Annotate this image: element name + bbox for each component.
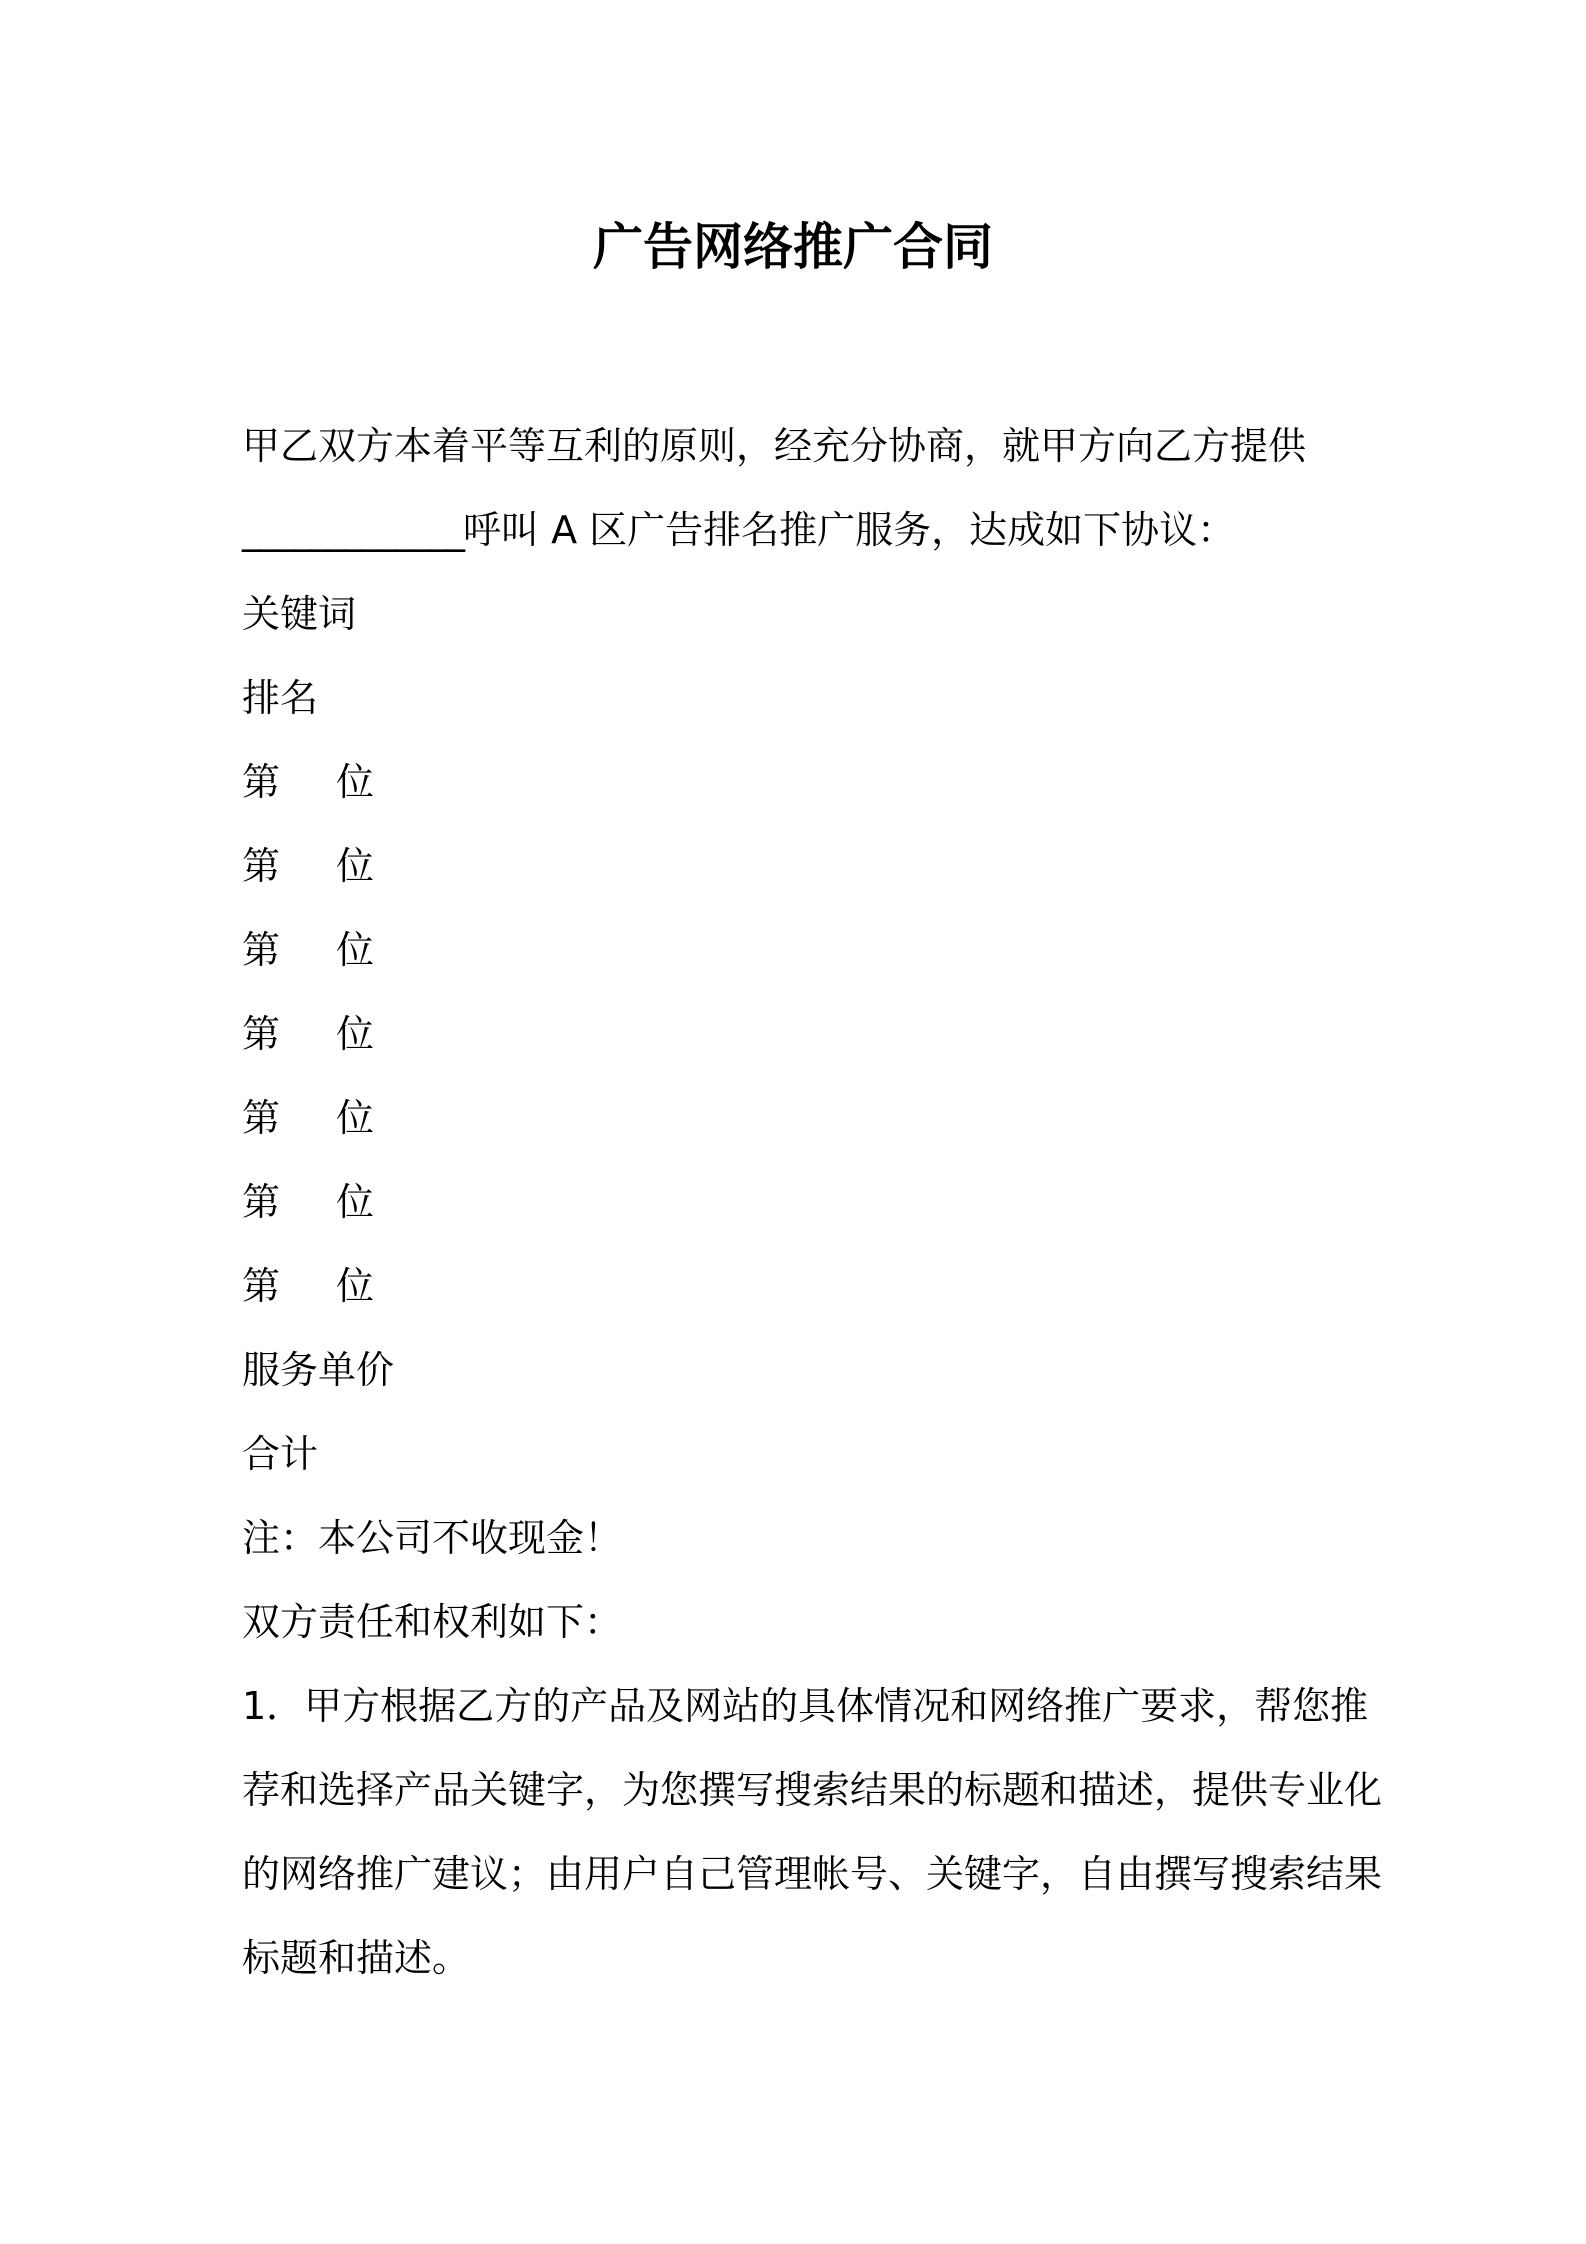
- rank-prefix: 第: [242, 928, 281, 972]
- rank-suffix: 位: [336, 928, 375, 972]
- keyword-label: 关键词: [242, 592, 357, 636]
- rank-row: [242, 740, 1362, 824]
- total-label: 合计: [242, 1432, 319, 1476]
- rank-row: [242, 1244, 1362, 1328]
- cash-note: 注：本公司不收现金！: [242, 1516, 623, 1560]
- clause-1-line: 标题和描述。: [242, 1936, 471, 1980]
- rank-row: [242, 992, 1362, 1076]
- rank-suffix: 位: [336, 760, 375, 804]
- fill-in-blank: _____________: [242, 508, 463, 552]
- rank-suffix: 位: [336, 1096, 375, 1140]
- document-title: 广告网络推广合同: [593, 218, 993, 276]
- rank-row: [242, 824, 1362, 908]
- intro-line-1: 甲乙双方本着平等互利的原则，经充分协商，就甲方向乙方提供: [242, 424, 1307, 468]
- clause-1-line: 荐和选择产品关键字，为您撰写搜索结果的标题和描述，提供专业化: [242, 1768, 1383, 1812]
- rank-suffix: 位: [336, 844, 375, 888]
- clause-1-line: 的网络推广建议；由用户自己管理帐号、关键字，自由撰写搜索结果: [242, 1852, 1383, 1896]
- rank-suffix: 位: [336, 1180, 375, 1224]
- rank-prefix: 第: [242, 844, 281, 888]
- rank-row: [242, 908, 1362, 992]
- intro-line-2: [242, 488, 1362, 572]
- rank-prefix: 第: [242, 1264, 281, 1308]
- document-body: [242, 404, 1383, 2000]
- rank-prefix: 第: [242, 760, 281, 804]
- rank-row: [242, 1160, 1362, 1244]
- rank-prefix: 第: [242, 1180, 281, 1224]
- rank-prefix: 第: [242, 1012, 281, 1056]
- clause-1-line: 1．甲方根据乙方的产品及网站的具体情况和网络推广要求，帮您推: [242, 1684, 1369, 1728]
- intro-line-2-text: 呼叫 A 区广告排名推广服务，达成如下协议：: [463, 508, 1236, 552]
- rank-suffix: 位: [336, 1012, 375, 1056]
- unit-price-label: 服务单价: [242, 1348, 395, 1392]
- rank-suffix: 位: [336, 1264, 375, 1308]
- rights-heading: 双方责任和权利如下：: [242, 1600, 623, 1644]
- rank-row: [242, 1076, 1362, 1160]
- rank-prefix: 第: [242, 1096, 281, 1140]
- rank-label: 排名: [242, 676, 319, 720]
